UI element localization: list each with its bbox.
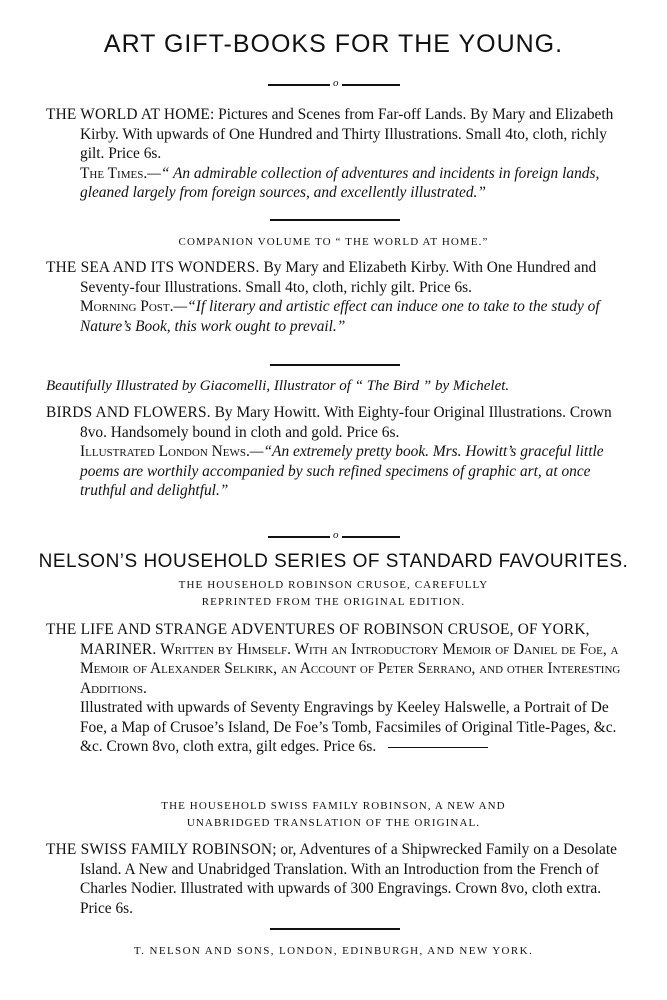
entry-swiss-family-robinson (46, 840, 624, 918)
publisher-footer: T. NELSON AND SONS, LONDON, EDINBURGH, AND NEW YORK. (133, 945, 534, 957)
review-quote: —“An extremely pretty book. Mrs. Howitt’s graceful little poems are worthily accompanied by such refined specimens of graphic art, at once truthful and delightful.” (80, 443, 604, 499)
swiss-subheading-text: THE HOUSEHOLD SWISS FAMILY ROBINSON, A NEW AND UNABRIDGED TRANSLATION OF THE ORIGINAL. (161, 800, 506, 829)
divider-rule (270, 219, 400, 221)
review-source: The Times. (80, 164, 148, 182)
ornament-rule-left (268, 84, 330, 86)
crusoe-subheading-text: THE HOUSEHOLD ROBINSON CRUSOE, CAREFULLY REPRINTED FROM THE ORIGINAL EDITION. (178, 579, 489, 608)
entry-heading: THE SWISS FAMILY ROBINSON (46, 841, 273, 858)
entry-text: By Mary Howitt. With Eighty-four Original Illustrations. Crown 8vo. Handsomely bound in cloth and gold. Price 6s. (80, 404, 612, 441)
divider-rule (270, 928, 400, 930)
entry-sea-and-its-wonders (46, 258, 624, 336)
entry-robinson-crusoe (46, 620, 624, 757)
entry-text: : Pictures and Scenes from Far-off Lands. By Mary and Elizabeth Kirby. With upwards of One Hundred and Thirty Illustrations. Small 4to, cloth, richly gilt. Price 6s. (80, 106, 614, 162)
entry-text: Written by Himself. With an Introductory Memoir of Daniel de Foe, a Memoir of Alexander Selkirk, an Account of Peter Serrano, and other Interesting Additions. (80, 640, 621, 697)
ornament-o: o (333, 77, 339, 89)
entry-birds-and-flowers (46, 403, 624, 501)
review-source: Morning Post. (80, 298, 174, 315)
ornament-o: o (333, 529, 339, 541)
entry-heading: THE WORLD AT HOME (46, 106, 211, 123)
entry-world-at-home (46, 105, 624, 203)
divider-rule (270, 364, 400, 366)
companion-heading: COMPANION VOLUME TO “ THE WORLD AT HOME.” (178, 236, 489, 248)
inline-divider-rule (388, 747, 488, 749)
entry-heading: BIRDS AND FLOWERS. (46, 404, 211, 421)
entry-text: By Mary and Elizabeth Kirby. With One Hundred and Seventy-four Illustrations. Small 4to, cloth, richly gilt. Price 6s. (80, 259, 597, 296)
review-source: Illustrated London News. (80, 443, 250, 460)
ornament-rule-right (342, 84, 400, 86)
ornament-rule-left (268, 536, 330, 538)
review-quote: —“If literary and artistic effect can induce one to take to the study of Nature’s Book, this work ought to prevail.” (80, 298, 600, 335)
crusoe-subheading (150, 577, 517, 611)
giacomelli-line: Beautifully Illustrated by Giacomelli, Illustrator of “ The Bird ” by Michelet. (46, 378, 510, 394)
entry-heading: THE SEA AND ITS WONDERS. (46, 259, 260, 276)
entry-text: ; or, Adventures of a Shipwrecked Family on a Desolate Island. A New and Unabridged Translation. With an Introduction from the French of Charles Nodier. Illustrated with upwards of 300 Engravings. Crown 8vo, cloth extra. Price 6s. (80, 841, 617, 917)
ornament-rule-right (342, 536, 400, 538)
swiss-subheading (140, 798, 527, 832)
entry-heading: THE LIFE AND STRANGE ADVENTURES OF ROBINSON CRUSOE, OF YORK, MARINER. (46, 621, 590, 658)
entry-text-para2: Illustrated with upwards of Seventy Engravings by Keeley Halswelle, a Portrait of De Foe, a Map of Crusoe’s Island, De Foe’s Tomb, Facsimiles of Original Title-Pages, &c. &c. Crown 8vo, cloth extra, gilt edges. Price 6s. (80, 699, 617, 755)
review-quote: —“ An admirable collection of adventures and incidents in foreign lands, gleaned largely from foreign sources, and excellently illustrated.” (80, 164, 600, 201)
page-title: ART GIFT-BOOKS FOR THE YOUNG. (103, 30, 564, 58)
series-title: NELSON’S HOUSEHOLD SERIES OF STANDARD FAVOURITES. (38, 551, 629, 572)
